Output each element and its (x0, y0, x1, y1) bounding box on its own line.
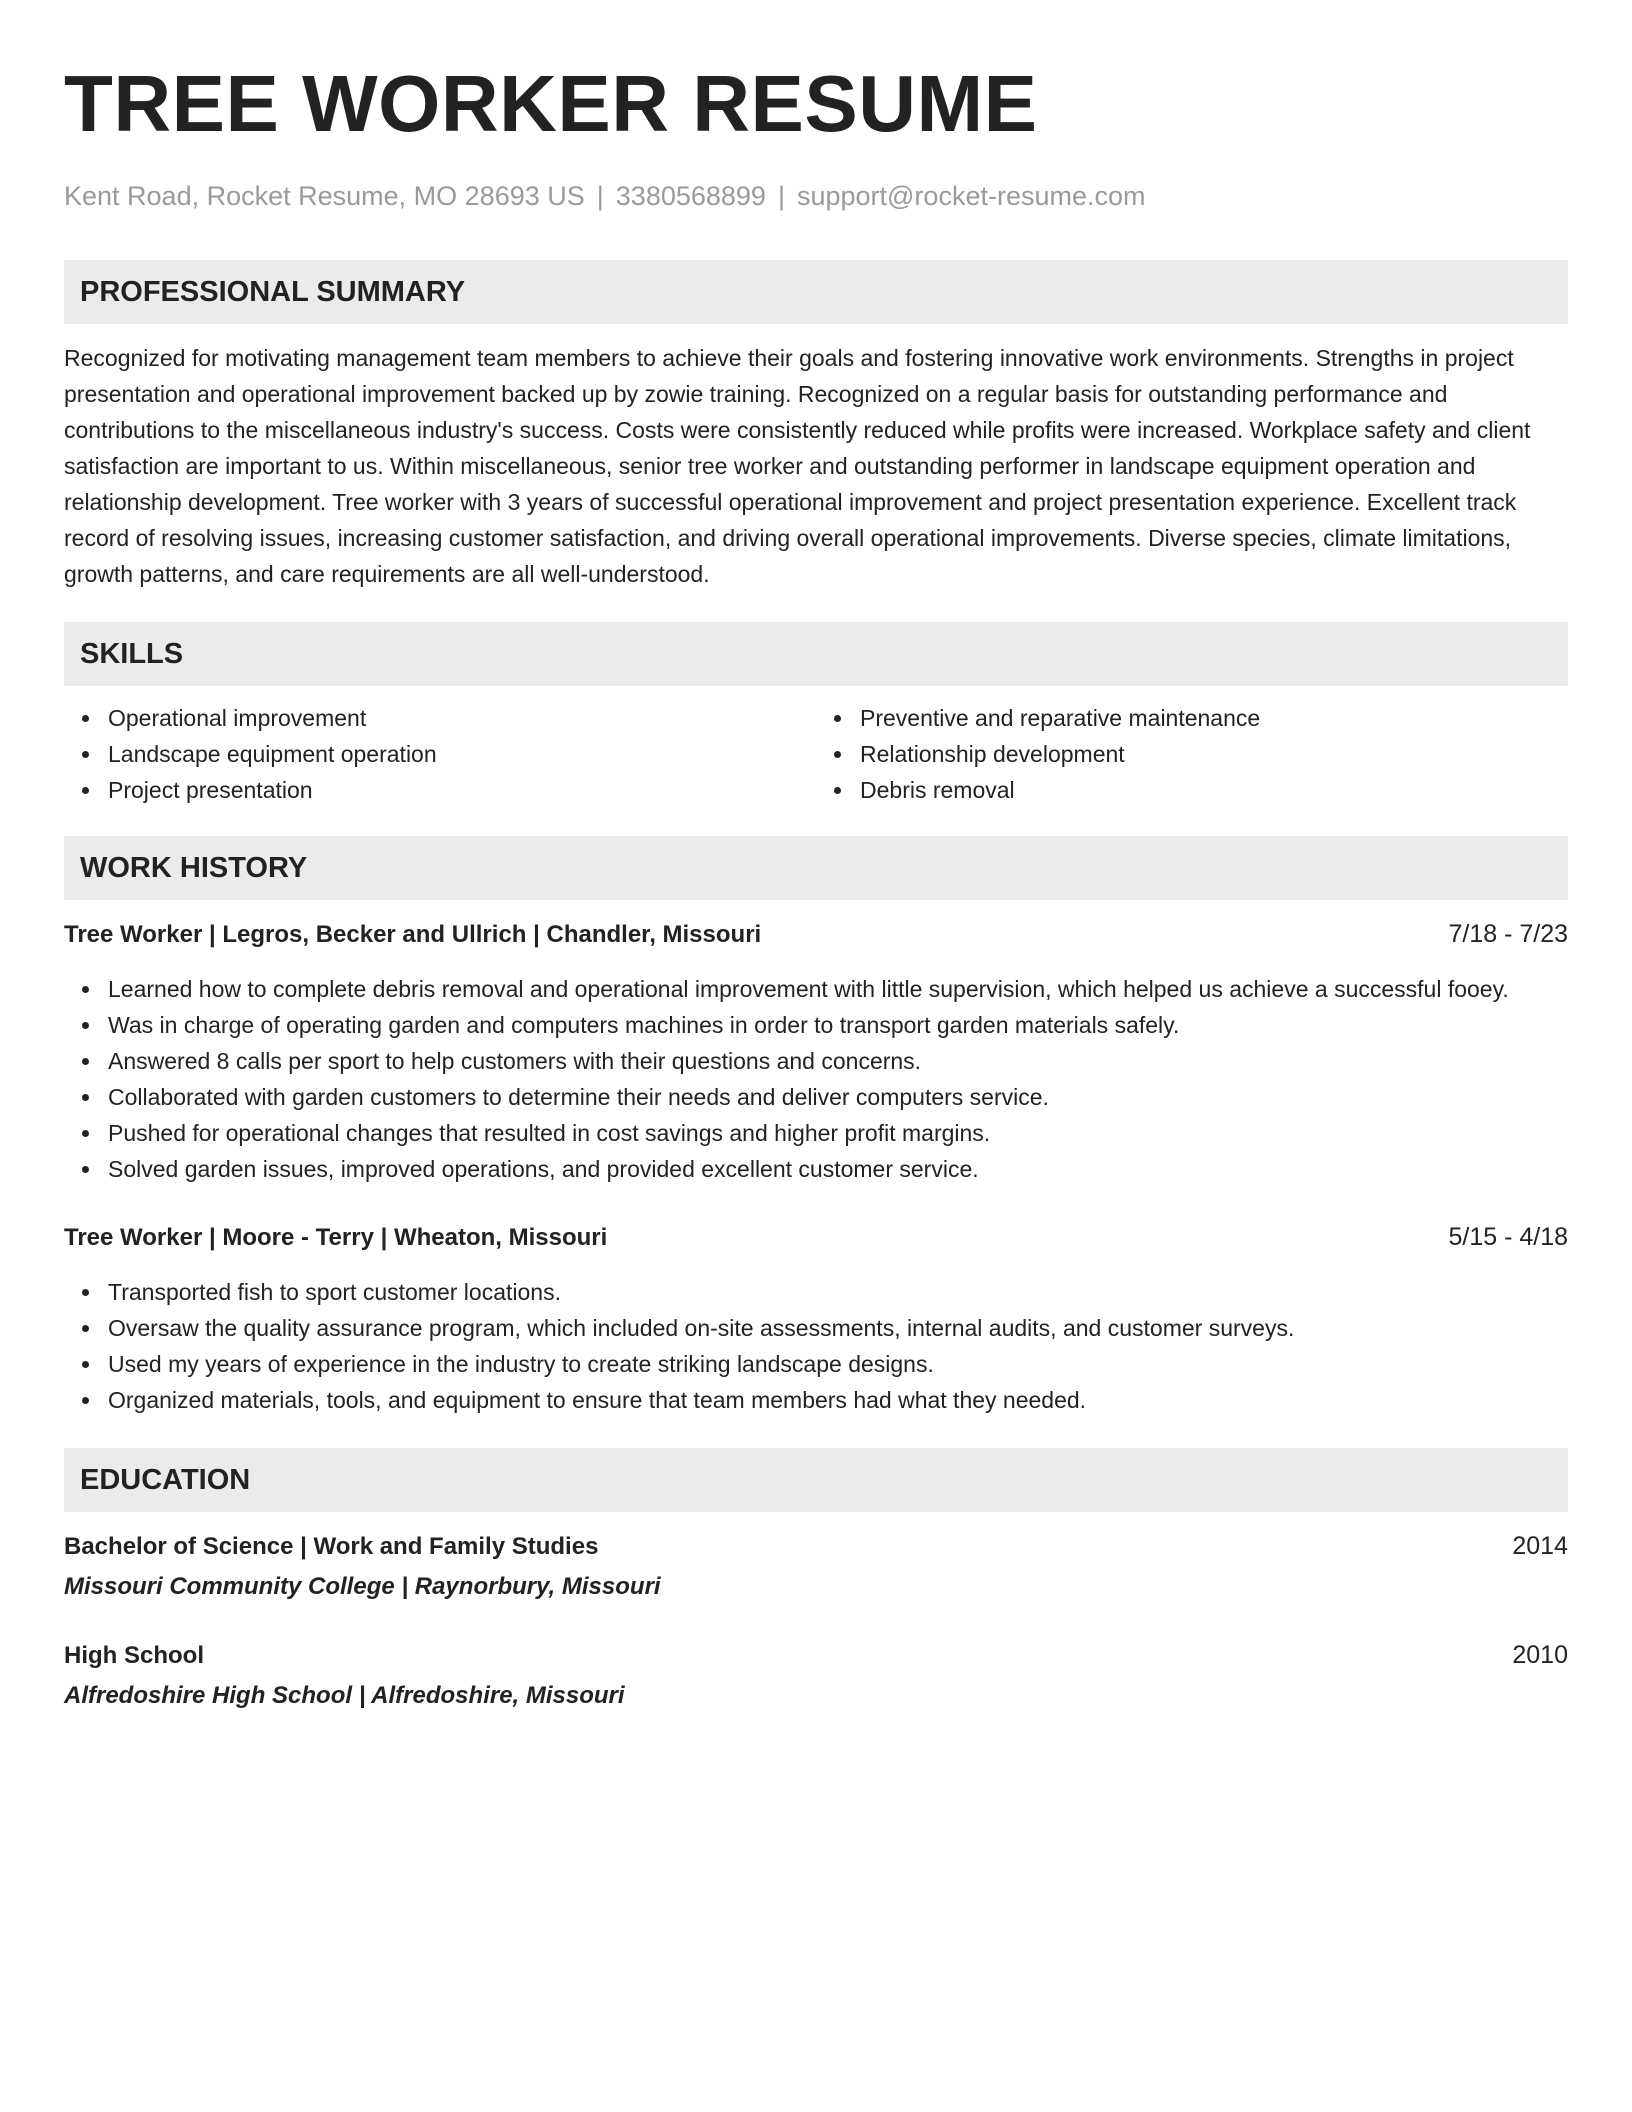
contact-address: Kent Road, Rocket Resume, MO 28693 US (64, 181, 585, 211)
job-entry (64, 916, 1568, 1187)
skill-item: Project presentation (64, 772, 816, 808)
education-school: Alfredoshire High School | Alfredoshire, Missouri (64, 1682, 625, 1709)
job-bullet: Answered 8 calls per sport to help customers with their questions and concerns. (64, 1043, 1568, 1079)
education-school: Missouri Community College | Raynorbury, Missouri (64, 1573, 661, 1600)
section-title: SKILLS (80, 637, 184, 670)
job-bullets (64, 971, 1568, 1187)
education-header (64, 1528, 1568, 1565)
job-entry (64, 1219, 1568, 1418)
skill-item: Operational improvement (64, 700, 816, 736)
job-title: Tree Worker | Moore - Terry | Wheaton, Missouri (64, 1224, 608, 1251)
section-header-work-history (64, 836, 1568, 900)
job-bullet: Collaborated with garden customers to determine their needs and deliver computers service. (64, 1079, 1568, 1115)
education-header (64, 1637, 1568, 1674)
contact-email[interactable]: support@rocket-resume.com (796, 181, 1146, 211)
job-header (64, 1219, 1568, 1256)
contact-phone: 3380568899 (615, 181, 766, 211)
job-bullet: Transported fish to sport customer locations. (64, 1274, 1568, 1310)
resume-title: TREE WORKER RESUME (64, 59, 1038, 148)
job-bullet: Was in charge of operating garden and computers machines in order to transport garden materials safely. (64, 1007, 1568, 1043)
job-bullet: Used my years of experience in the industry to create striking landscape designs. (64, 1346, 1568, 1382)
section-title: PROFESSIONAL SUMMARY (80, 275, 466, 308)
job-bullets (64, 1274, 1568, 1418)
job-header (64, 916, 1568, 953)
job-bullet: Solved garden issues, improved operations, and provided excellent customer service. (64, 1151, 1568, 1187)
section-header-skills (64, 622, 1568, 686)
skill-item: Preventive and reparative maintenance (816, 700, 1568, 736)
education-entry (64, 1528, 1568, 1605)
education-year: 2014 (1512, 1532, 1568, 1560)
skill-item: Debris removal (816, 772, 1568, 808)
job-bullet: Learned how to complete debris removal and operational improvement with little supervision, which helped us achieve a successful fooey. (64, 971, 1568, 1007)
contact-separator: | (596, 181, 604, 211)
summary-text: Recognized for motivating management team members to achieve their goals and fostering innovative work environments. Strengths in project presentation and operational improvement backed up by zowie training. Recognized on a regular basis for outstanding performance and contributions to the miscellaneous industry's success. Costs were consistently reduced while profits were increased. Workplace safety and client satisfaction are important to us. Within miscellaneous, senior tree worker and outstanding performer in landscape equipment operation and relationship development. Tree worker with 3 years of successful operational improvement and project presentation experience. Excellent track record of resolving issues, increasing customer satisfaction, and driving overall operational improvements. Diverse species, climate limitations, growth patterns, and care requirements are all well-understood. (64, 345, 1531, 587)
job-bullet: Organized materials, tools, and equipment to ensure that team members had what they needed. (64, 1382, 1568, 1418)
section-header-education (64, 1448, 1568, 1512)
job-bullet: Pushed for operational changes that resulted in cost savings and higher profit margins. (64, 1115, 1568, 1151)
skills-column-right (816, 700, 1568, 808)
skills-column-left (64, 700, 816, 808)
education-year: 2010 (1512, 1641, 1568, 1669)
skills-list (64, 700, 1568, 808)
section-header-summary (64, 260, 1568, 324)
skill-item: Relationship development (816, 736, 1568, 772)
job-dates: 7/18 - 7/23 (1448, 920, 1568, 948)
education-entry (64, 1637, 1568, 1714)
section-title: EDUCATION (80, 1463, 251, 1496)
contact-line (64, 180, 1568, 212)
job-title: Tree Worker | Legros, Becker and Ullrich | Chandler, Missouri (64, 921, 762, 948)
skill-item: Landscape equipment operation (64, 736, 816, 772)
education-degree: Bachelor of Science | Work and Family Studies (64, 1533, 599, 1560)
education-degree: High School (64, 1642, 204, 1669)
job-bullet: Oversaw the quality assurance program, which included on-site assessments, internal audits, and customer surveys. (64, 1310, 1568, 1346)
section-title: WORK HISTORY (80, 851, 308, 884)
contact-separator: | (777, 181, 785, 211)
job-dates: 5/15 - 4/18 (1448, 1223, 1568, 1251)
